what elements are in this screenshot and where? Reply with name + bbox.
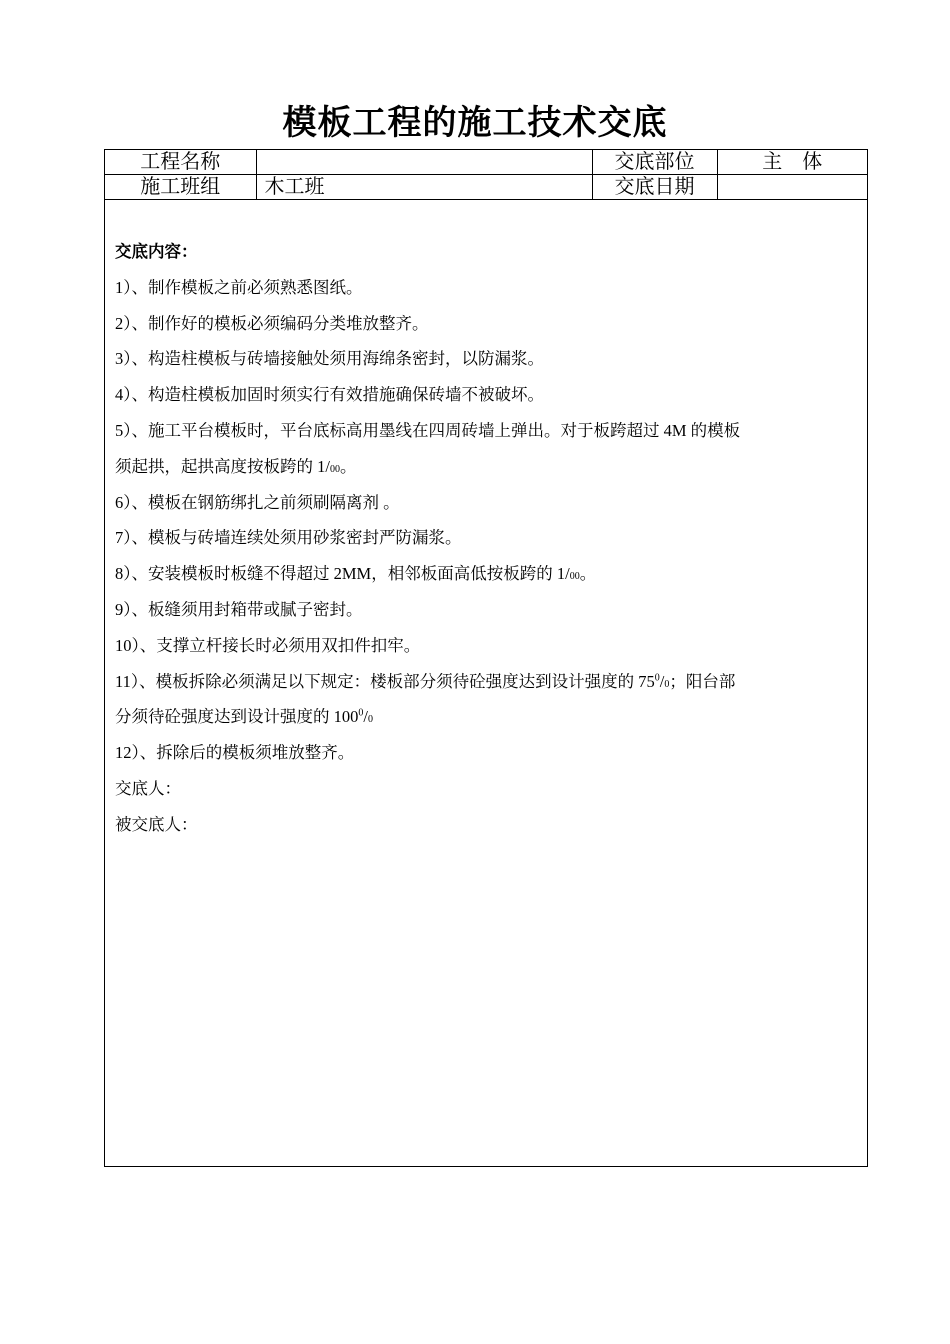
project-name-value <box>256 150 592 175</box>
content-item-5-subscript: 00 <box>329 463 340 475</box>
content-item-11 <box>115 664 855 700</box>
content-item-11-slash: / <box>659 671 665 691</box>
content-item-1: 1）、制作模板之前必须熟悉图纸。 <box>115 277 363 297</box>
content-item-6: 6）、模板在钢筋绑扎之前须刷隔离剂 。 <box>115 492 400 512</box>
header-row-project <box>105 150 867 175</box>
content-item-11b-sub: 0 <box>367 714 373 726</box>
team-value: 木工班 <box>256 175 592 200</box>
content-item-11-sub: 0 <box>664 678 670 690</box>
content-item-11-sup: 0 <box>654 672 660 684</box>
content-heading: 交底内容： <box>115 242 198 261</box>
content-item-10: 10）、支撑立杆接长时必须用双扣件扣牢。 <box>115 635 421 655</box>
content-item-8-subscript: 00 <box>569 571 580 583</box>
disclosure-form <box>104 149 868 1167</box>
page-title: 模板工程的施工技术交底 <box>282 105 668 142</box>
content-item-9: 9）、板缝须用封箱带或腻子密封。 <box>115 599 363 619</box>
header-table <box>105 150 867 200</box>
content-item-5-end: 。 <box>339 456 357 476</box>
content-item-5-continued <box>115 449 855 485</box>
content-item-11-continued <box>115 699 855 735</box>
content-item-4: 4）、构造柱模板加固时须实行有效措施确保砖墙不被破坏。 <box>115 385 544 405</box>
disclosure-content <box>115 234 855 843</box>
content-item-5-text: 须起拱，起拱高度按板跨的 1/ <box>115 456 330 476</box>
content-item-12: 12）、拆除后的模板须堆放整齐。 <box>115 743 355 763</box>
content-item-11b-slash: / <box>363 707 368 727</box>
team-label: 施工班组 <box>105 175 256 200</box>
signer-label: 交底人： <box>115 778 181 798</box>
date-label: 交底日期 <box>592 175 717 200</box>
header-row-team <box>105 175 867 200</box>
content-item-11-text: 11）、模板拆除必须满足以下规定：楼板部分须待砼强度达到设计强度的 75 <box>115 671 655 691</box>
content-item-7: 7）、模板与砖墙连续处须用砂浆密封严防漏浆。 <box>115 528 462 548</box>
content-item-8-text: 8）、安装模板时板缝不得超过 2MM，相邻板面高低按板跨的 1/ <box>115 564 570 584</box>
content-item-8-end: 。 <box>579 564 597 584</box>
receiver-label: 被交底人： <box>115 814 198 834</box>
content-item-3: 3）、构造柱模板与砖墙接触处须用海绵条密封，以防漏浆。 <box>115 349 544 369</box>
content-item-11-end: ；阳台部 <box>669 671 736 691</box>
date-value <box>717 175 867 200</box>
content-item-5: 5）、施工平台模板时，平台底标高用墨线在四周砖墙上弹出。对于板跨超过 4M 的模板 <box>115 420 741 440</box>
content-item-2: 2）、制作好的模板必须编码分类堆放整齐。 <box>115 313 429 333</box>
content-item-11b-text: 分须待砼强度达到设计强度的 100 <box>115 707 359 727</box>
location-value: 主 体 <box>717 150 867 175</box>
project-name-label: 工程名称 <box>105 150 256 175</box>
content-item-11b-sup: 0 <box>358 707 364 719</box>
location-label: 交底部位 <box>592 150 717 175</box>
content-item-8 <box>115 556 855 592</box>
